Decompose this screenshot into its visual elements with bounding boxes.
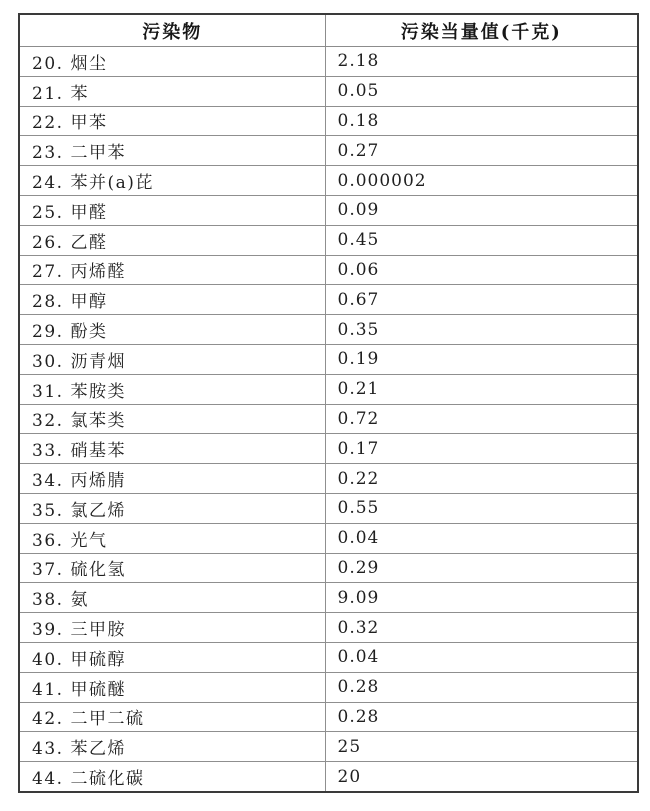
table-row xyxy=(19,404,638,434)
table-row xyxy=(19,285,638,315)
table-row xyxy=(19,762,638,792)
pollutant-cell: 23. 二甲苯 xyxy=(19,136,325,166)
value-cell: 0.27 xyxy=(325,136,638,166)
value-cell: 0.28 xyxy=(325,672,638,702)
table-body xyxy=(19,47,638,792)
pollutant-cell: 38. 氨 xyxy=(19,583,325,613)
pollutant-cell: 32. 氯苯类 xyxy=(19,404,325,434)
pollutant-cell: 29. 酚类 xyxy=(19,315,325,345)
value-cell: 0.72 xyxy=(325,404,638,434)
pollutant-cell: 39. 三甲胺 xyxy=(19,613,325,643)
pollutant-cell: 27. 丙烯醛 xyxy=(19,255,325,285)
table-row xyxy=(19,642,638,672)
value-cell: 0.29 xyxy=(325,553,638,583)
value-cell: 0.35 xyxy=(325,315,638,345)
pollutant-cell: 43. 苯乙烯 xyxy=(19,732,325,762)
pollutant-equivalent-table xyxy=(18,13,639,793)
table-row xyxy=(19,702,638,732)
value-cell: 0.22 xyxy=(325,464,638,494)
value-cell: 9.09 xyxy=(325,583,638,613)
pollutant-cell: 33. 硝基苯 xyxy=(19,434,325,464)
value-cell: 0.21 xyxy=(325,374,638,404)
table-row xyxy=(19,47,638,77)
value-cell: 20 xyxy=(325,762,638,792)
table-row xyxy=(19,374,638,404)
table-row xyxy=(19,464,638,494)
pollutant-cell: 24. 苯并(a)芘 xyxy=(19,166,325,196)
table-row xyxy=(19,315,638,345)
pollutant-cell: 40. 甲硫醇 xyxy=(19,642,325,672)
pollutant-cell: 30. 沥青烟 xyxy=(19,344,325,374)
pollutant-cell: 41. 甲硫醚 xyxy=(19,672,325,702)
table-row xyxy=(19,136,638,166)
value-cell: 2.18 xyxy=(325,47,638,77)
value-cell: 0.17 xyxy=(325,434,638,464)
value-cell: 0.55 xyxy=(325,493,638,523)
value-cell: 0.32 xyxy=(325,613,638,643)
table-row xyxy=(19,553,638,583)
pollutant-cell: 35. 氯乙烯 xyxy=(19,493,325,523)
table-row xyxy=(19,166,638,196)
table-row xyxy=(19,732,638,762)
header-row xyxy=(19,14,638,47)
table-row xyxy=(19,255,638,285)
table-row xyxy=(19,195,638,225)
table-row xyxy=(19,106,638,136)
pollutant-cell: 20. 烟尘 xyxy=(19,47,325,77)
table-row xyxy=(19,613,638,643)
value-cell: 0.000002 xyxy=(325,166,638,196)
table-row xyxy=(19,523,638,553)
value-cell: 0.04 xyxy=(325,642,638,672)
value-cell: 0.09 xyxy=(325,195,638,225)
value-cell: 0.06 xyxy=(325,255,638,285)
col-header-equivalent-value: 污染当量值(千克) xyxy=(325,14,638,47)
pollutant-cell: 21. 苯 xyxy=(19,76,325,106)
pollutant-cell: 37. 硫化氢 xyxy=(19,553,325,583)
pollutant-cell: 44. 二硫化碳 xyxy=(19,762,325,792)
value-cell: 25 xyxy=(325,732,638,762)
value-cell: 0.28 xyxy=(325,702,638,732)
table-row xyxy=(19,225,638,255)
pollutant-cell: 42. 二甲二硫 xyxy=(19,702,325,732)
table-row xyxy=(19,672,638,702)
pollutant-cell: 31. 苯胺类 xyxy=(19,374,325,404)
value-cell: 0.04 xyxy=(325,523,638,553)
value-cell: 0.05 xyxy=(325,76,638,106)
value-cell: 0.19 xyxy=(325,344,638,374)
pollutant-cell: 34. 丙烯腈 xyxy=(19,464,325,494)
pollutant-cell: 36. 光气 xyxy=(19,523,325,553)
pollutant-cell: 25. 甲醛 xyxy=(19,195,325,225)
pollutant-cell: 26. 乙醛 xyxy=(19,225,325,255)
table-row xyxy=(19,344,638,374)
pollutant-cell: 28. 甲醇 xyxy=(19,285,325,315)
value-cell: 0.45 xyxy=(325,225,638,255)
table-row xyxy=(19,493,638,523)
value-cell: 0.67 xyxy=(325,285,638,315)
value-cell: 0.18 xyxy=(325,106,638,136)
table-row xyxy=(19,76,638,106)
col-header-pollutant: 污染物 xyxy=(19,14,325,47)
table-row xyxy=(19,434,638,464)
pollutant-cell: 22. 甲苯 xyxy=(19,106,325,136)
table-header xyxy=(19,14,638,47)
table-row xyxy=(19,583,638,613)
